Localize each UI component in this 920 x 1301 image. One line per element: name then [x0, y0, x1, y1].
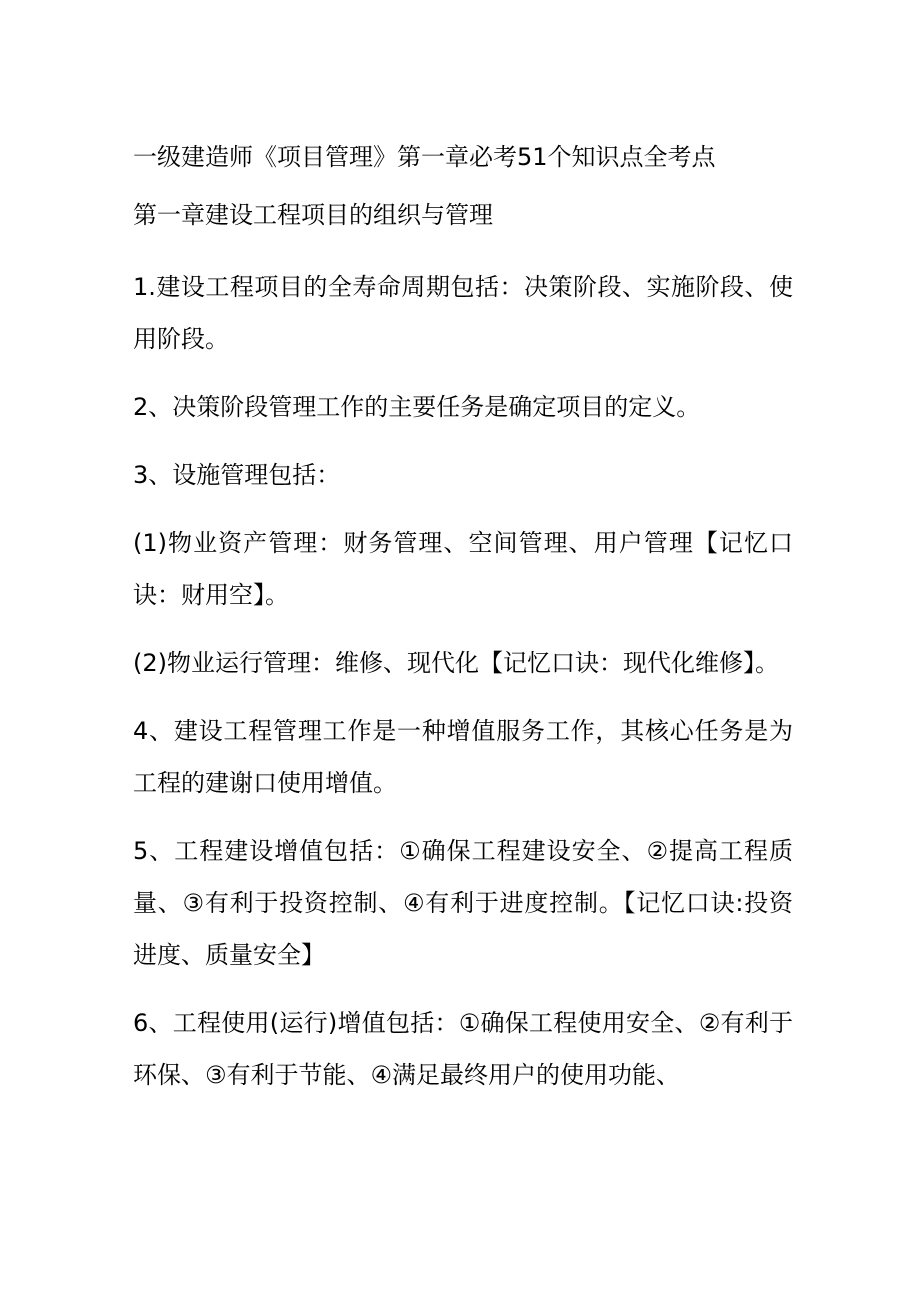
document-body	[133, 138, 793, 1117]
document-title: 一级建造师《项目管理》第一章必考51个知识点全考点	[133, 143, 716, 171]
paragraph-5: 5、工程建设增值包括：①确保工程建设安全、②提高工程质量、③有利于投资控制、④有利于进度控制。【记忆口诀:投资进度、质量安全】	[133, 837, 793, 969]
chapter-heading: 第一章建设工程项目的组织与管理	[133, 201, 493, 229]
paragraph-2: 2、决策阶段管理工作的主要任务是确定项目的定义。	[133, 393, 701, 421]
paragraph-6: 6、工程使用(运行)增值包括：①确保工程使用安全、②有利于环保、③有利于节能、④满足最终用户的使用功能、	[133, 1009, 793, 1089]
paragraph-4: 4、建设工程管理工作是一种增值服务工作，其核心任务是为工程的建谢口使用增值。	[133, 717, 793, 797]
paragraph-3: 3、设施管理包括：	[133, 461, 341, 489]
paragraph-3-2: (2)物业运行管理：维修、现代化【记忆口诀：现代化维修】。	[133, 649, 779, 677]
paragraph-1: 1.建设工程项目的全寿命周期包括：决策阶段、实施阶段、使用阶段。	[133, 273, 793, 353]
paragraph-3-1: (1)物业资产管理：财务管理、空间管理、用户管理【记忆口诀：财用空】。	[133, 529, 793, 609]
